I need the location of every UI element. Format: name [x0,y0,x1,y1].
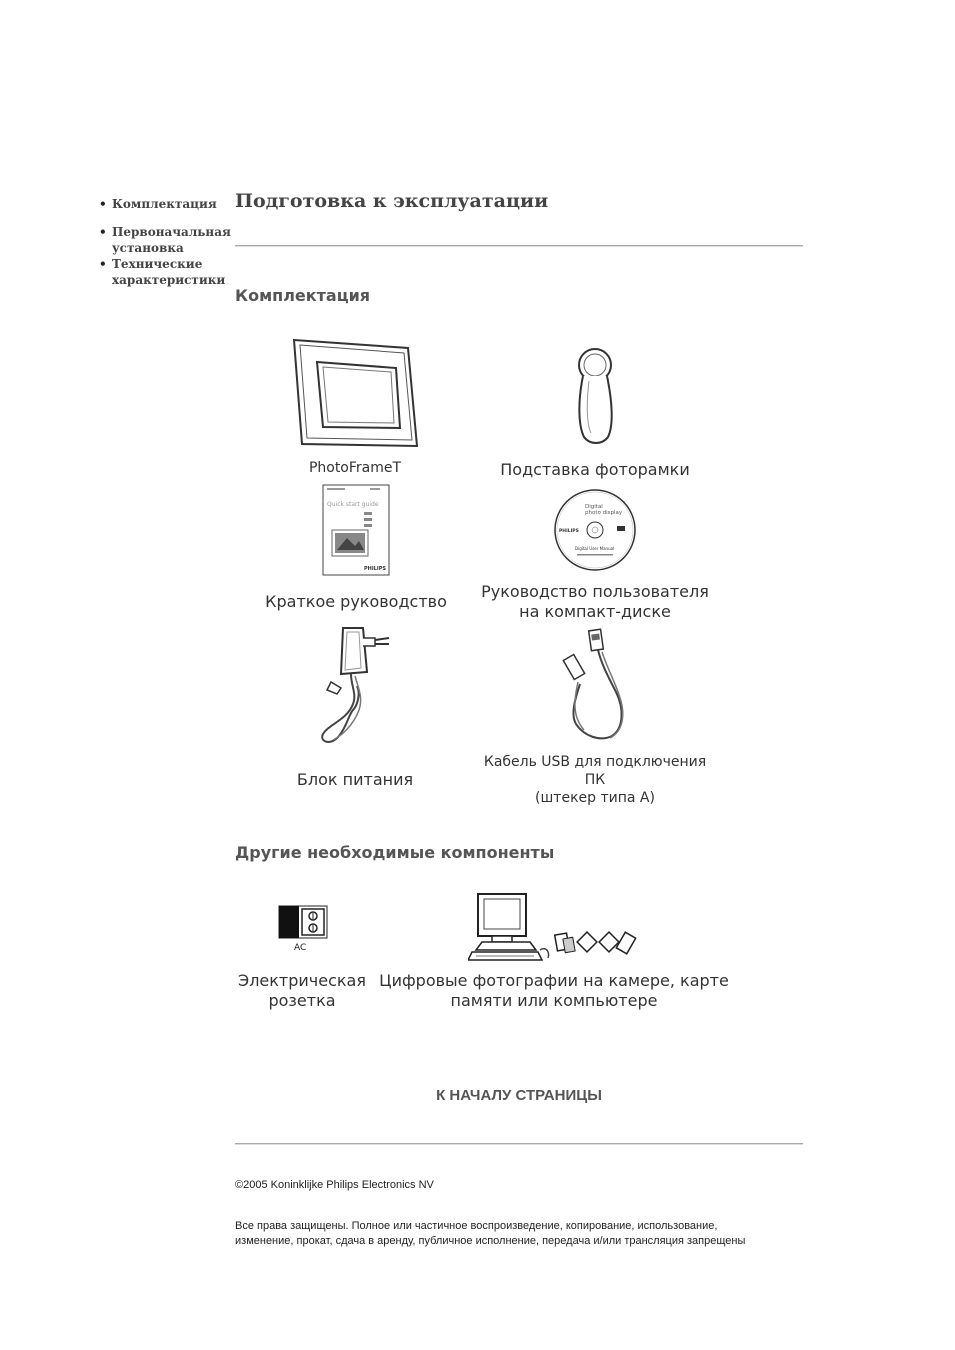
back-to-top-link[interactable]: К НАЧАЛУ СТРАНИЦЫ [436,1087,602,1104]
power-outlet-icon [278,905,328,953]
package-heading: Комплектация [235,286,371,305]
cd-title-line2: photo display [585,510,623,516]
frame-stand-icon [570,345,620,445]
usb-cable-icon [562,626,632,744]
caption-cd-line1: Руководство пользователя [481,582,709,601]
caption-photos-line1: Цифровые фотографии на камере, карте [379,971,729,990]
rights-line1: Все права защищены. Полное или частичное воспроизведение, копирование, использование, [235,1220,718,1232]
caption-usb-line1: Кабель USB для подключения [483,754,707,770]
caption-photoframe: PhotoFrameT [308,460,402,476]
caption-usb-line3: (штекер типа A) [535,790,655,806]
rights-text [235,1219,810,1249]
caption-outlet-line2: розетка [268,991,336,1010]
sidebar-item-specs[interactable]: • Технические характеристики [96,256,231,288]
cd-manual-icon [553,488,637,572]
caption-digital-photos [374,971,734,1011]
sidebar-list [96,196,231,288]
sidebar-nav [96,196,231,300]
caption-power-outlet [232,971,372,1011]
caption-cd-manual [470,582,720,622]
outlet-ac-label: AC [294,943,307,953]
computer-memory-cards-icon [468,890,643,965]
caption-usb-line2: ПК [584,772,606,788]
cd-title-line1: Digital [585,504,603,510]
quick-start-guide-icon [322,484,390,576]
rights-line2: изменение, прокат, сдача в аренду, публичное исполнение, передача и/или трансляция запрещены [235,1235,746,1247]
caption-usb-cable [470,753,720,807]
sidebar-item-setup[interactable]: • Первоначальная установка [96,224,231,256]
photo-frame-icon [290,336,420,452]
caption-power-adapter: Блок питания [296,770,414,789]
caption-stand: Подставка фоторамки [500,460,690,479]
caption-quick-guide: Краткое руководство [265,592,447,611]
sidebar-item-package[interactable]: • Комплектация [96,196,231,212]
page-title: Подготовка к эксплуатации [235,190,549,212]
guide-title-text: Quick start guide [327,501,379,508]
cd-brand-text: PHILIPS [559,529,579,534]
guide-brand-text: PHILIPS [364,566,387,572]
caption-cd-line2: на компакт-диске [519,602,671,621]
cd-manual-text: Digital User Manual [575,546,615,551]
power-adapter-icon [313,624,395,748]
bottom-divider [235,1143,803,1145]
top-divider [235,245,803,247]
other-heading: Другие необходимые компоненты [235,843,555,862]
caption-outlet-line1: Электрическая [238,971,366,990]
caption-photos-line2: памяти или компьютере [450,991,658,1010]
copyright-text: ©2005 Koninklijke Philips Electronics NV [235,1179,434,1191]
